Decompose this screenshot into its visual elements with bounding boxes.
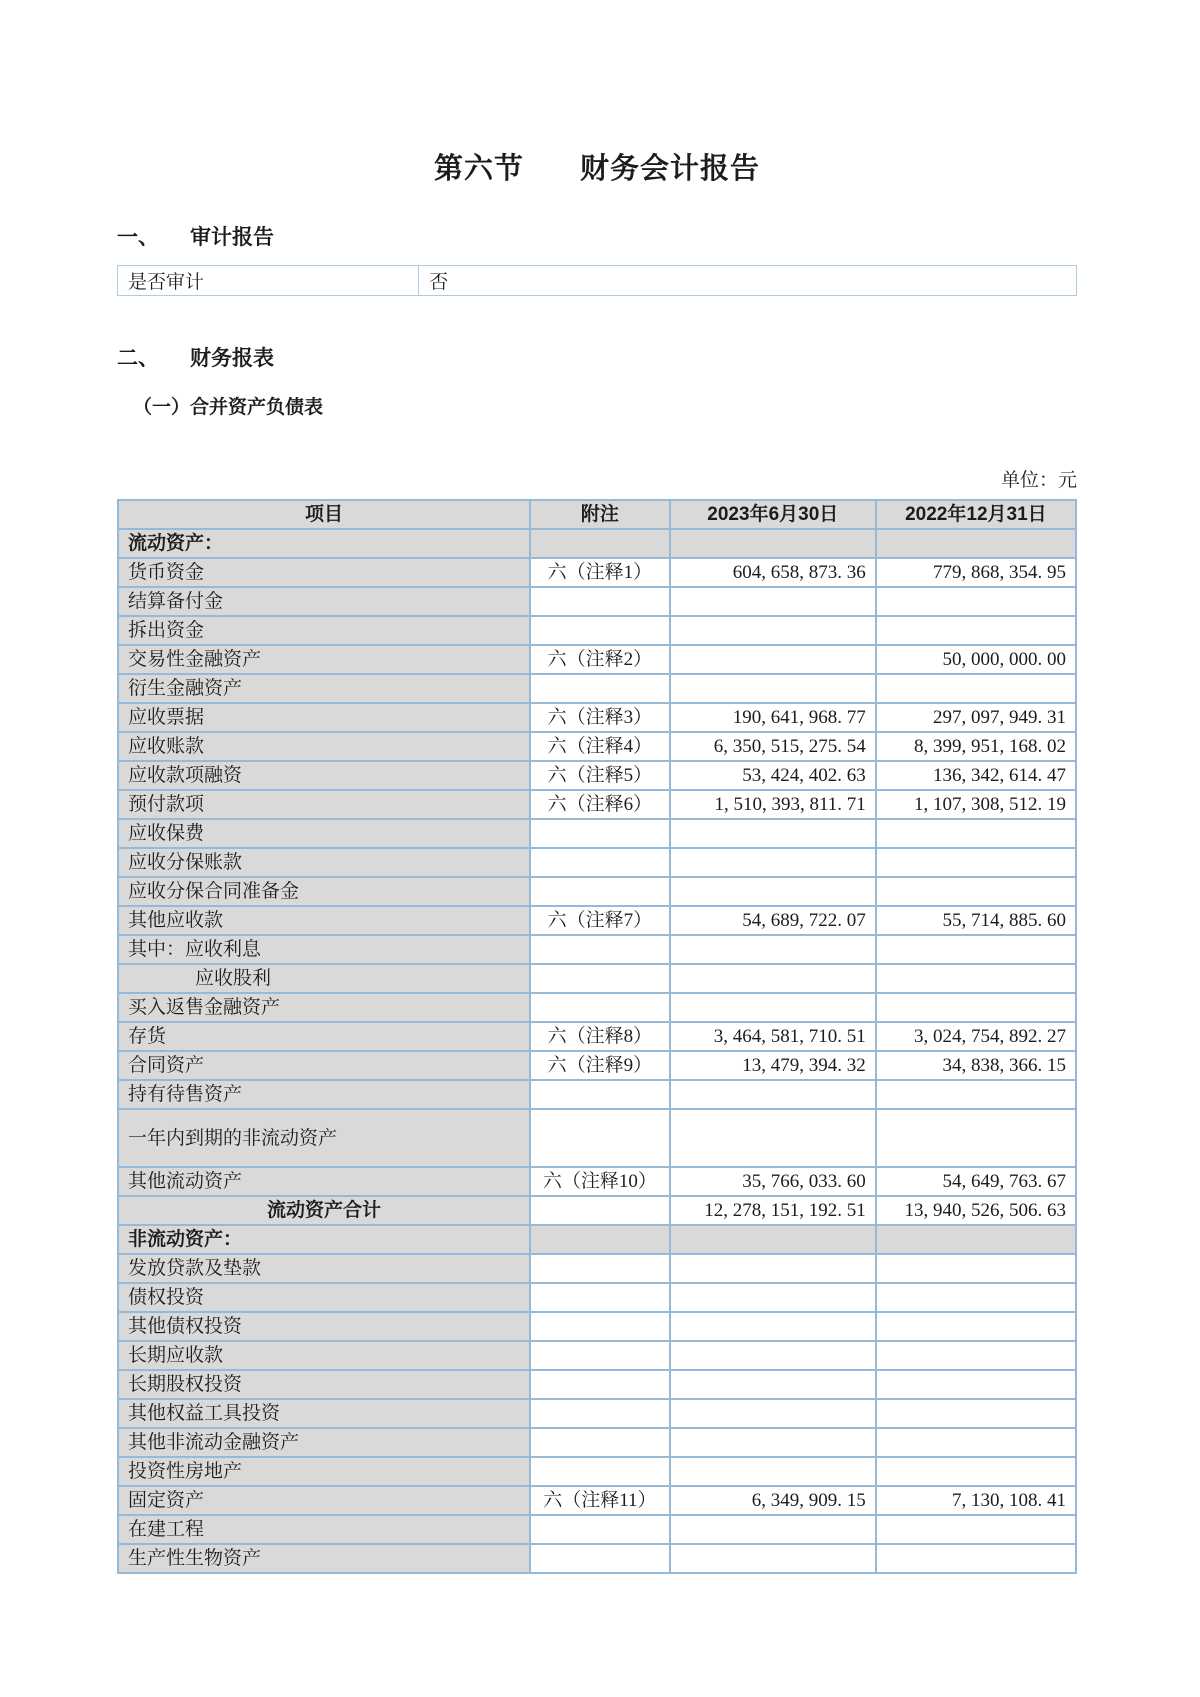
- table-row: [118, 1341, 1076, 1370]
- value-2022-cell: [876, 993, 1076, 1022]
- table-row: [118, 1515, 1076, 1544]
- table-row: [118, 529, 1076, 558]
- heading-audit-report: [117, 221, 1077, 251]
- column-header-1: 附注: [530, 500, 670, 529]
- table-row: [118, 1051, 1076, 1080]
- value-2022-cell: 1, 107, 308, 512. 19: [876, 790, 1076, 819]
- value-2023-cell: [670, 1254, 876, 1283]
- table-row: [118, 1022, 1076, 1051]
- heading-label: 财务报表: [190, 347, 274, 370]
- column-header-0: 项目: [118, 500, 530, 529]
- table-row: [118, 1167, 1076, 1196]
- note-cell: [530, 1457, 670, 1486]
- note-cell: [530, 1109, 670, 1167]
- value-2022-cell: 8, 399, 951, 168. 02: [876, 732, 1076, 761]
- note-cell: [530, 1399, 670, 1428]
- row-label-cell: 其中：应收利息: [118, 935, 530, 964]
- note-cell: 六（注释9）: [530, 1051, 670, 1080]
- value-2023-cell: [670, 645, 876, 674]
- value-2023-cell: [670, 1312, 876, 1341]
- value-2023-cell: [670, 1225, 876, 1254]
- value-2023-cell: 604, 658, 873. 36: [670, 558, 876, 587]
- note-cell: 六（注释4）: [530, 732, 670, 761]
- audit-answer-cell: 否: [419, 266, 1077, 296]
- table-row: [118, 674, 1076, 703]
- note-cell: [530, 1428, 670, 1457]
- value-2022-cell: [876, 1515, 1076, 1544]
- value-2023-cell: 53, 424, 402. 63: [670, 761, 876, 790]
- page-title: [117, 146, 1077, 187]
- value-2022-cell: [876, 1399, 1076, 1428]
- value-2022-cell: [876, 529, 1076, 558]
- note-cell: [530, 993, 670, 1022]
- row-label-cell: 货币资金: [118, 558, 530, 587]
- heading-label: 合并资产负债表: [190, 397, 324, 418]
- note-cell: [530, 1312, 670, 1341]
- value-2023-cell: 1, 510, 393, 811. 71: [670, 790, 876, 819]
- row-label-cell: 其他债权投资: [118, 1312, 530, 1341]
- note-cell: [530, 1254, 670, 1283]
- value-2023-cell: 12, 278, 151, 192. 51: [670, 1196, 876, 1225]
- note-cell: [530, 587, 670, 616]
- table-row: [118, 1080, 1076, 1109]
- note-cell: 六（注释5）: [530, 761, 670, 790]
- value-2023-cell: [670, 993, 876, 1022]
- table-row: [118, 1283, 1076, 1312]
- value-2022-cell: [876, 1312, 1076, 1341]
- value-2022-cell: [876, 935, 1076, 964]
- value-2022-cell: [876, 1283, 1076, 1312]
- note-cell: 六（注释6）: [530, 790, 670, 819]
- note-cell: [530, 877, 670, 906]
- value-2023-cell: [670, 1457, 876, 1486]
- note-cell: 六（注释8）: [530, 1022, 670, 1051]
- note-cell: [530, 1370, 670, 1399]
- value-2023-cell: [670, 1283, 876, 1312]
- table-row: [118, 1370, 1076, 1399]
- note-cell: [530, 1544, 670, 1573]
- value-2022-cell: 34, 838, 366. 15: [876, 1051, 1076, 1080]
- table-row: [118, 848, 1076, 877]
- note-cell: [530, 1341, 670, 1370]
- unit-note: 单位：元: [1000, 470, 1077, 491]
- table-row: [118, 1457, 1076, 1486]
- value-2023-cell: [670, 877, 876, 906]
- table-row: [118, 935, 1076, 964]
- table-row: [118, 906, 1076, 935]
- value-2022-cell: [876, 848, 1076, 877]
- row-label-cell: 其他权益工具投资: [118, 1399, 530, 1428]
- table-row: [118, 964, 1076, 993]
- row-label-cell: 非流动资产：: [118, 1225, 530, 1254]
- note-cell: [530, 964, 670, 993]
- audit-table-row: [118, 266, 1077, 296]
- value-2022-cell: [876, 1341, 1076, 1370]
- note-cell: [530, 1196, 670, 1225]
- note-cell: [530, 848, 670, 877]
- table-row: [118, 645, 1076, 674]
- row-label-cell: 生产性生物资产: [118, 1544, 530, 1573]
- row-label-cell: 应收款项融资: [118, 761, 530, 790]
- value-2022-cell: [876, 1457, 1076, 1486]
- table-row: [118, 819, 1076, 848]
- table-row: [118, 587, 1076, 616]
- value-2023-cell: 6, 350, 515, 275. 54: [670, 732, 876, 761]
- table-row: [118, 1399, 1076, 1428]
- column-header-3: 2022年12月31日: [876, 500, 1076, 529]
- value-2022-cell: 54, 649, 763. 67: [876, 1167, 1076, 1196]
- table-row: [118, 1544, 1076, 1573]
- row-label-cell: 一年内到期的非流动资产: [118, 1109, 530, 1167]
- balance-sheet-body: [118, 529, 1076, 1573]
- heading-number: 一、: [117, 226, 159, 249]
- value-2023-cell: 190, 641, 968. 77: [670, 703, 876, 732]
- note-cell: 六（注释2）: [530, 645, 670, 674]
- value-2022-cell: [876, 1428, 1076, 1457]
- row-label-cell: 存货: [118, 1022, 530, 1051]
- value-2023-cell: [670, 964, 876, 993]
- table-row: [118, 1225, 1076, 1254]
- value-2023-cell: [670, 819, 876, 848]
- row-label-cell: 长期应收款: [118, 1341, 530, 1370]
- value-2022-cell: [876, 1370, 1076, 1399]
- value-2023-cell: 3, 464, 581, 710. 51: [670, 1022, 876, 1051]
- row-label-cell: 固定资产: [118, 1486, 530, 1515]
- value-2023-cell: [670, 1544, 876, 1573]
- table-row: [118, 1486, 1076, 1515]
- value-2022-cell: 136, 342, 614. 47: [876, 761, 1076, 790]
- page-title-text: 财务会计报告: [580, 153, 761, 185]
- row-label-cell: 合同资产: [118, 1051, 530, 1080]
- value-2023-cell: [670, 529, 876, 558]
- row-label-cell: 流动资产：: [118, 529, 530, 558]
- note-cell: [530, 1283, 670, 1312]
- page-title-section-number: 第六节: [433, 153, 524, 185]
- table-row: [118, 1109, 1076, 1167]
- value-2022-cell: [876, 964, 1076, 993]
- note-cell: [530, 529, 670, 558]
- heading-label: 审计报告: [190, 226, 274, 249]
- row-label-cell: 应收账款: [118, 732, 530, 761]
- note-cell: [530, 1225, 670, 1254]
- value-2022-cell: [876, 1254, 1076, 1283]
- row-label-cell: 买入返售金融资产: [118, 993, 530, 1022]
- value-2023-cell: [670, 587, 876, 616]
- value-2022-cell: [876, 1225, 1076, 1254]
- value-2023-cell: 54, 689, 722. 07: [670, 906, 876, 935]
- value-2023-cell: [670, 1428, 876, 1457]
- note-cell: [530, 1515, 670, 1544]
- row-label-cell: 拆出资金: [118, 616, 530, 645]
- row-label-cell: 债权投资: [118, 1283, 530, 1312]
- note-cell: 六（注释10）: [530, 1167, 670, 1196]
- heading-consolidated-balance-sheet: [117, 392, 1077, 419]
- value-2022-cell: [876, 616, 1076, 645]
- note-cell: [530, 819, 670, 848]
- value-2022-cell: [876, 1544, 1076, 1573]
- table-row: [118, 1254, 1076, 1283]
- table-row: [118, 877, 1076, 906]
- row-label-cell: 应收票据: [118, 703, 530, 732]
- row-label-cell: 应收分保账款: [118, 848, 530, 877]
- value-2023-cell: [670, 1109, 876, 1167]
- row-label-cell: 长期股权投资: [118, 1370, 530, 1399]
- value-2023-cell: 13, 479, 394. 32: [670, 1051, 876, 1080]
- value-2023-cell: 35, 766, 033. 60: [670, 1167, 876, 1196]
- value-2022-cell: 13, 940, 526, 506. 63: [876, 1196, 1076, 1225]
- table-row: [118, 703, 1076, 732]
- value-2022-cell: [876, 877, 1076, 906]
- value-2023-cell: [670, 616, 876, 645]
- row-label-cell: 应收保费: [118, 819, 530, 848]
- value-2023-cell: [670, 1399, 876, 1428]
- row-label-cell: 其他非流动金融资产: [118, 1428, 530, 1457]
- value-2023-cell: [670, 674, 876, 703]
- note-cell: 六（注释11）: [530, 1486, 670, 1515]
- row-label-cell: 预付款项: [118, 790, 530, 819]
- table-row: [118, 993, 1076, 1022]
- row-label-cell: 投资性房地产: [118, 1457, 530, 1486]
- value-2022-cell: 779, 868, 354. 95: [876, 558, 1076, 587]
- value-2023-cell: [670, 935, 876, 964]
- balance-sheet-table: [117, 499, 1077, 1574]
- column-header-2: 2023年6月30日: [670, 500, 876, 529]
- value-2022-cell: 7, 130, 108. 41: [876, 1486, 1076, 1515]
- heading-financial-statements: [117, 342, 1077, 372]
- value-2022-cell: [876, 587, 1076, 616]
- row-label-cell: 在建工程: [118, 1515, 530, 1544]
- table-row: [118, 1312, 1076, 1341]
- value-2022-cell: [876, 819, 1076, 848]
- value-2022-cell: 3, 024, 754, 892. 27: [876, 1022, 1076, 1051]
- row-label-cell: 结算备付金: [118, 587, 530, 616]
- table-row: [118, 1196, 1076, 1225]
- value-2023-cell: [670, 1370, 876, 1399]
- audit-table: [117, 265, 1077, 296]
- value-2022-cell: 297, 097, 949. 31: [876, 703, 1076, 732]
- row-label-cell: 其他流动资产: [118, 1167, 530, 1196]
- note-cell: 六（注释7）: [530, 906, 670, 935]
- value-2022-cell: 50, 000, 000. 00: [876, 645, 1076, 674]
- note-cell: [530, 674, 670, 703]
- table-row: [118, 790, 1076, 819]
- note-cell: [530, 616, 670, 645]
- balance-sheet-header: [118, 500, 1076, 529]
- row-label-cell: 应收股利: [118, 964, 530, 993]
- row-label-cell: 其他应收款: [118, 906, 530, 935]
- heading-number: （一）: [133, 397, 191, 418]
- document-page: [117, 0, 1077, 1574]
- note-cell: 六（注释3）: [530, 703, 670, 732]
- table-row: [118, 558, 1076, 587]
- row-label-cell: 衍生金融资产: [118, 674, 530, 703]
- value-2023-cell: [670, 1341, 876, 1370]
- value-2022-cell: 55, 714, 885. 60: [876, 906, 1076, 935]
- note-cell: [530, 935, 670, 964]
- value-2023-cell: [670, 848, 876, 877]
- row-label-cell: 交易性金融资产: [118, 645, 530, 674]
- table-row: [118, 1428, 1076, 1457]
- row-label-cell: 流动资产合计: [118, 1196, 530, 1225]
- row-label-cell: 发放贷款及垫款: [118, 1254, 530, 1283]
- note-cell: [530, 1080, 670, 1109]
- heading-number: 二、: [117, 347, 159, 370]
- header-row: [118, 500, 1076, 529]
- table-row: [118, 732, 1076, 761]
- row-label-cell: 持有待售资产: [118, 1080, 530, 1109]
- table-row: [118, 761, 1076, 790]
- row-label-cell: 应收分保合同准备金: [118, 877, 530, 906]
- value-2023-cell: [670, 1080, 876, 1109]
- table-row: [118, 616, 1076, 645]
- note-cell: 六（注释1）: [530, 558, 670, 587]
- value-2023-cell: 6, 349, 909. 15: [670, 1486, 876, 1515]
- value-2022-cell: [876, 1109, 1076, 1167]
- value-2022-cell: [876, 1080, 1076, 1109]
- value-2022-cell: [876, 674, 1076, 703]
- value-2023-cell: [670, 1515, 876, 1544]
- audit-question-cell: 是否审计: [118, 266, 419, 296]
